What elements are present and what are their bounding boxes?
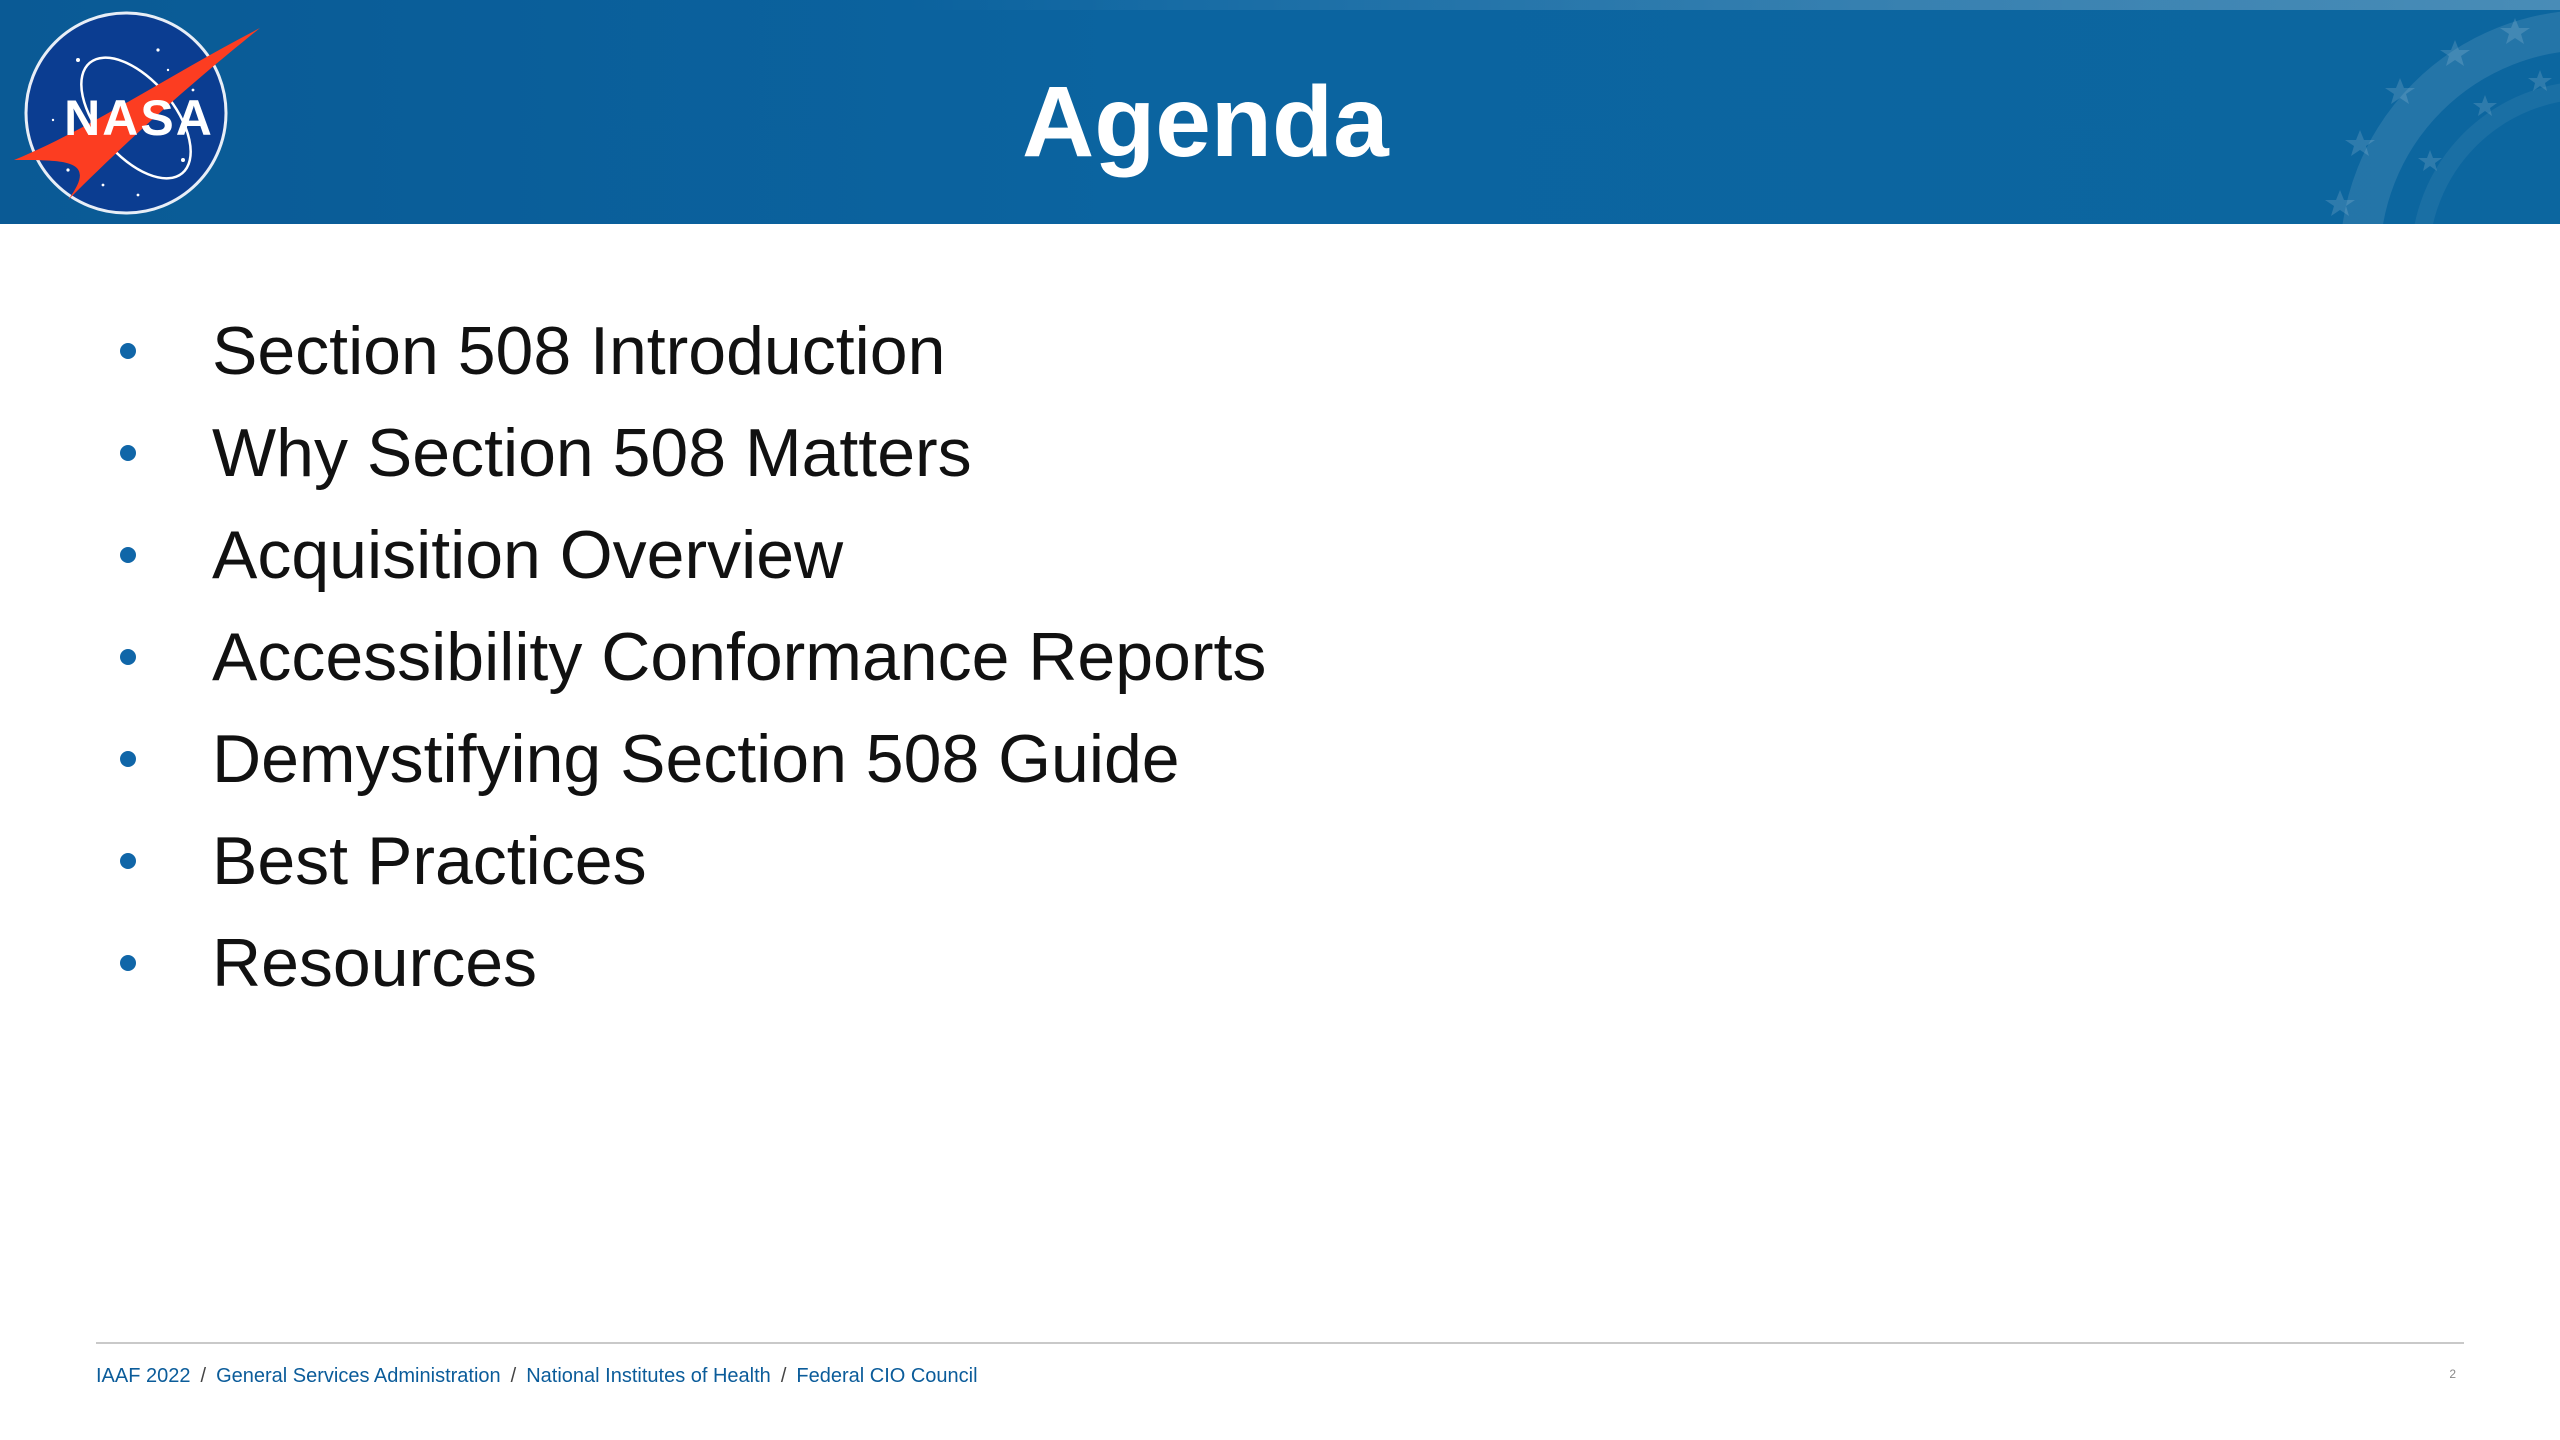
list-item xyxy=(110,810,1266,912)
agenda-item-label: Demystifying Section 508 Guide xyxy=(212,721,1180,797)
nasa-logo xyxy=(8,10,268,220)
bullet-icon xyxy=(120,751,136,767)
agenda-item-label: Best Practices xyxy=(212,823,647,899)
list-item xyxy=(110,606,1266,708)
agenda-list xyxy=(110,300,1266,1014)
footer-text xyxy=(96,1362,978,1390)
agenda-item-label: Why Section 508 Matters xyxy=(212,415,972,491)
list-item xyxy=(110,300,1266,402)
agenda-item-label: Accessibility Conformance Reports xyxy=(212,619,1267,695)
bullet-icon xyxy=(120,343,136,359)
list-item xyxy=(110,912,1266,1014)
footer-cio-council: Federal CIO Council xyxy=(796,1365,978,1387)
footer-nih: National Institutes of Health xyxy=(526,1365,771,1387)
list-item xyxy=(110,708,1266,810)
header-band xyxy=(0,0,2560,224)
bullet-icon xyxy=(120,853,136,869)
footer-separator: / xyxy=(200,1365,207,1387)
agenda-item-label: Section 508 Introduction xyxy=(212,313,946,389)
bullet-icon xyxy=(120,649,136,665)
list-item xyxy=(110,504,1266,606)
page-number: 2 xyxy=(2449,1367,2456,1381)
bullet-icon xyxy=(120,445,136,461)
agenda-item-label: Resources xyxy=(212,925,538,1001)
footer-separator: / xyxy=(510,1365,517,1387)
footer-gsa: General Services Administration xyxy=(216,1365,501,1387)
nasa-logo-icon xyxy=(8,10,268,220)
footer-event: IAAF 2022 xyxy=(96,1365,191,1387)
title-container xyxy=(0,0,2400,224)
list-item xyxy=(110,402,1266,504)
agenda-item-label: Acquisition Overview xyxy=(212,517,844,593)
bullet-icon xyxy=(120,955,136,971)
footer-separator: / xyxy=(780,1365,787,1387)
slide-title: Agenda xyxy=(1022,66,1389,178)
nasa-logo-text: NASA xyxy=(64,90,214,146)
bullet-icon xyxy=(120,547,136,563)
footer-divider xyxy=(96,1342,2464,1344)
